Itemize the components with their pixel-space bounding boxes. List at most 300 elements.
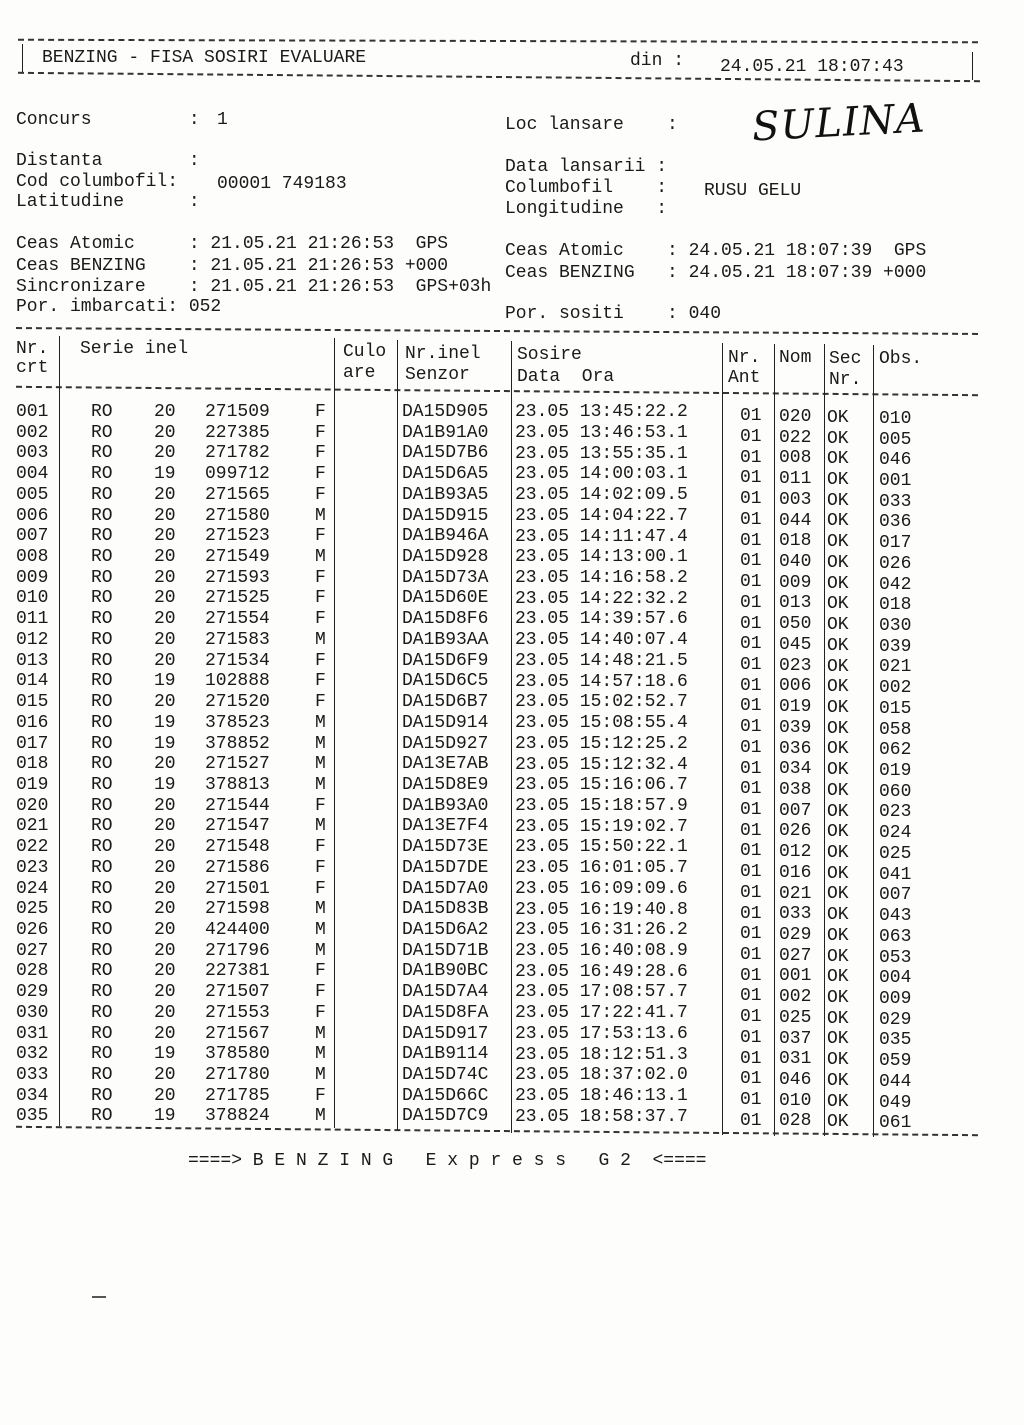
header-top-border xyxy=(18,39,978,44)
cell-country: RO xyxy=(91,671,113,692)
cell-ring-number: 102888 xyxy=(205,671,270,692)
cell-obs: 007 xyxy=(879,885,912,906)
cell-antenna: 01 xyxy=(740,1110,762,1131)
cell-antenna: 01 xyxy=(740,924,762,945)
cell-arrival: 23.05 15:50:22.1 xyxy=(515,837,688,858)
cell-nr-crt: 006 xyxy=(16,505,49,526)
cell-sec-status: OK xyxy=(827,884,849,905)
cell-sec-status: OK xyxy=(827,552,849,573)
table-row xyxy=(0,629,1024,657)
cell-sensor: DA15D8F6 xyxy=(402,609,489,630)
cell-sex: M xyxy=(315,1106,326,1127)
cell-nr-crt: 019 xyxy=(16,774,49,795)
cell-ring-number: 227381 xyxy=(205,961,270,982)
cell-antenna: 01 xyxy=(740,1027,762,1048)
cell-sensor: DA15D71B xyxy=(402,940,489,961)
cell-ring-number: 271549 xyxy=(205,547,270,568)
cell-obs: 004 xyxy=(879,968,912,989)
cell-sensor: DA15D905 xyxy=(402,402,489,422)
cell-sensor: DA1B93A0 xyxy=(402,795,489,816)
cell-ring-number: 271523 xyxy=(205,526,270,547)
cell-obs: 063 xyxy=(879,926,912,947)
cell-sensor: DA15D8FA xyxy=(402,1002,489,1023)
cell-sensor: DA1B91A0 xyxy=(402,422,489,443)
header-right-border xyxy=(972,52,973,80)
cell-nom: 002 xyxy=(779,987,812,1008)
cell-year: 20 xyxy=(154,920,176,940)
cell-ring-number: 271520 xyxy=(205,692,270,713)
cell-nr-crt: 027 xyxy=(16,940,49,961)
cell-obs: 010 xyxy=(879,408,912,429)
cell-year: 20 xyxy=(154,754,176,775)
cell-sex: M xyxy=(315,899,326,920)
cell-antenna: 01 xyxy=(740,841,762,862)
cell-sec-status: OK xyxy=(827,760,849,781)
cell-year: 20 xyxy=(154,484,176,505)
cell-sensor: DA1B90BC xyxy=(402,961,489,982)
table-row xyxy=(0,526,1024,554)
table-row xyxy=(0,1065,1024,1092)
cell-sensor: DA15D73A xyxy=(402,567,489,588)
cell-ring-number: 271548 xyxy=(205,837,270,858)
cell-country: RO xyxy=(91,733,113,754)
cell-country: RO xyxy=(91,878,113,899)
cell-country: RO xyxy=(91,1106,113,1127)
cell-arrival: 23.05 14:16:58.2 xyxy=(515,568,688,589)
cell-antenna: 01 xyxy=(740,737,762,758)
cell-arrival: 23.05 13:46:53.1 xyxy=(515,422,688,443)
cell-antenna: 01 xyxy=(740,1007,762,1028)
cell-nom: 007 xyxy=(779,800,812,821)
cell-nom: 001 xyxy=(779,966,812,987)
cell-year: 20 xyxy=(154,1065,176,1086)
cell-ring-number: 271565 xyxy=(205,484,270,505)
cell-nom: 019 xyxy=(779,697,812,718)
cell-obs: 043 xyxy=(879,906,912,927)
cell-country: RO xyxy=(91,526,113,547)
cell-arrival: 23.05 15:18:57.9 xyxy=(515,795,688,816)
cell-year: 20 xyxy=(154,961,176,982)
cell-obs: 019 xyxy=(879,761,912,782)
cell-country: RO xyxy=(91,464,113,485)
cell-sensor: DA15D83B xyxy=(402,899,489,920)
header-sec-2: Nr. xyxy=(829,370,862,390)
cell-antenna: 01 xyxy=(740,696,762,717)
cell-nom: 034 xyxy=(779,759,812,780)
cell-ring-number: 271785 xyxy=(205,1085,270,1106)
cell-antenna: 01 xyxy=(740,779,762,800)
cell-nom: 006 xyxy=(779,676,812,697)
stray-mark xyxy=(92,1296,106,1298)
cell-sec-status: OK xyxy=(827,780,849,801)
cell-nom: 018 xyxy=(779,531,812,552)
cell-arrival: 23.05 18:12:51.3 xyxy=(515,1044,688,1065)
cell-nr-crt: 013 xyxy=(16,650,49,671)
cell-antenna: 01 xyxy=(740,903,762,924)
cell-country: RO xyxy=(91,754,113,775)
cell-sec-status: OK xyxy=(827,407,849,428)
cell-nr-crt: 020 xyxy=(16,795,49,816)
cod-columbofil-label: Cod columbofil: xyxy=(16,172,179,192)
cell-country: RO xyxy=(91,402,113,422)
cell-ring-number: 378523 xyxy=(205,712,270,733)
cell-year: 20 xyxy=(154,650,176,671)
cell-arrival: 23.05 14:39:57.6 xyxy=(515,609,688,630)
cell-arrival: 23.05 14:22:32.2 xyxy=(515,588,688,609)
cell-nom: 012 xyxy=(779,842,812,863)
cell-sensor: DA15D6B7 xyxy=(402,692,489,713)
cell-year: 20 xyxy=(154,982,176,1003)
cell-sex: F xyxy=(315,526,326,547)
cell-obs: 030 xyxy=(879,616,912,636)
cell-country: RO xyxy=(91,629,113,650)
cell-nr-crt: 007 xyxy=(16,526,49,547)
cell-sec-status: OK xyxy=(827,863,849,884)
cell-year: 20 xyxy=(154,609,176,630)
cell-country: RO xyxy=(91,609,113,630)
cell-arrival: 23.05 15:19:02.7 xyxy=(515,816,688,837)
cell-sex: M xyxy=(315,547,326,568)
cell-nom: 036 xyxy=(779,738,812,759)
table-row xyxy=(0,588,1024,616)
cell-antenna: 01 xyxy=(740,820,762,841)
cell-country: RO xyxy=(91,1085,113,1106)
cell-year: 20 xyxy=(154,402,176,422)
cell-ring-number: 227385 xyxy=(205,422,270,443)
table-row xyxy=(0,733,1024,761)
table-row xyxy=(0,1106,1024,1134)
cell-arrival: 23.05 14:13:00.1 xyxy=(515,547,688,568)
table-row xyxy=(0,920,1024,947)
cell-sec-status: OK xyxy=(827,1008,849,1029)
concurs-value: 1 xyxy=(217,110,228,130)
cell-sex: M xyxy=(315,1065,326,1086)
cell-year: 19 xyxy=(154,733,176,754)
table-row xyxy=(0,1044,1024,1072)
cell-ring-number: 271527 xyxy=(205,754,270,775)
cell-obs: 017 xyxy=(879,533,912,554)
cell-sensor: DA15D927 xyxy=(402,733,489,754)
cell-sex: M xyxy=(315,754,326,775)
cell-obs: 035 xyxy=(879,1030,912,1051)
cell-obs: 041 xyxy=(879,864,912,885)
cell-antenna: 01 xyxy=(740,468,762,489)
cell-nr-crt: 028 xyxy=(16,961,49,982)
cell-sensor: DA1B9114 xyxy=(402,1044,489,1065)
cell-obs: 018 xyxy=(879,595,912,616)
cell-sec-status: OK xyxy=(827,905,849,926)
cell-year: 19 xyxy=(154,774,176,795)
cell-sec-status: OK xyxy=(827,532,849,553)
table-row xyxy=(0,712,1024,740)
cell-arrival: 23.05 17:53:13.6 xyxy=(515,1023,688,1044)
cell-year: 20 xyxy=(154,547,176,568)
cell-arrival: 23.05 16:09:09.6 xyxy=(515,878,688,899)
cell-arrival: 23.05 13:45:22.2 xyxy=(515,402,688,423)
cell-obs: 044 xyxy=(879,1071,912,1092)
table-row xyxy=(0,1085,1024,1113)
din-label: din : xyxy=(630,51,685,71)
cell-year: 19 xyxy=(154,712,176,733)
cell-nr-crt: 004 xyxy=(16,464,49,485)
cell-obs: 058 xyxy=(879,719,912,740)
cell-obs: 001 xyxy=(879,470,912,491)
por-imbarcati: Por. imbarcati: 052 xyxy=(16,297,222,317)
cell-antenna: 01 xyxy=(740,1048,762,1069)
cell-country: RO xyxy=(91,816,113,837)
cell-year: 20 xyxy=(154,940,176,961)
cell-country: RO xyxy=(91,857,113,878)
cell-sensor: DA15D7C9 xyxy=(402,1106,489,1127)
cell-sex: M xyxy=(315,505,326,526)
cell-year: 19 xyxy=(154,1106,176,1127)
cell-year: 20 xyxy=(154,857,176,878)
cell-ring-number: 378824 xyxy=(205,1106,270,1127)
cell-sensor: DA15D928 xyxy=(402,547,489,568)
cell-sex: F xyxy=(315,795,326,816)
cell-ring-number: 271501 xyxy=(205,878,270,899)
cell-ring-number: 271547 xyxy=(205,816,270,837)
cell-sex: M xyxy=(315,1023,326,1044)
columbofil-value: RUSU GELU xyxy=(704,181,802,201)
cell-nr-crt: 005 xyxy=(16,484,49,505)
cell-sex: M xyxy=(315,920,326,940)
table-row xyxy=(0,940,1024,968)
cell-ring-number: 378813 xyxy=(205,774,270,795)
cell-ring-number: 271554 xyxy=(205,609,270,630)
cell-obs: 060 xyxy=(879,781,912,802)
header-nr-inel-1: Nr.inel xyxy=(405,344,481,364)
cell-sensor: DA15D8E9 xyxy=(402,774,489,795)
table-row xyxy=(0,795,1024,823)
cell-ring-number: 099712 xyxy=(205,464,270,485)
cell-sensor: DA1B946A xyxy=(402,526,489,547)
cell-nr-crt: 010 xyxy=(16,588,49,609)
table-row xyxy=(0,692,1024,719)
cell-nr-crt: 026 xyxy=(16,920,49,940)
cell-sensor: DA15D7DE xyxy=(402,857,489,878)
cell-nr-crt: 014 xyxy=(16,671,49,692)
cell-sex: M xyxy=(315,940,326,961)
cell-obs: 009 xyxy=(879,988,912,1009)
cell-sec-status: OK xyxy=(827,635,849,656)
cell-sex: F xyxy=(315,650,326,671)
cell-sec-status: OK xyxy=(827,615,849,636)
cell-obs: 042 xyxy=(879,574,912,595)
cell-nom: 033 xyxy=(779,904,812,925)
cell-country: RO xyxy=(91,1044,113,1065)
cell-ring-number: 271544 xyxy=(205,795,270,816)
cell-year: 20 xyxy=(154,1085,176,1106)
cell-nom: 046 xyxy=(779,1070,812,1091)
cell-antenna: 01 xyxy=(740,1090,762,1111)
cell-year: 20 xyxy=(154,837,176,858)
loc-lansare-handwritten: SULINA xyxy=(750,95,927,151)
cell-nr-crt: 018 xyxy=(16,754,49,775)
cell-arrival: 23.05 15:12:32.4 xyxy=(515,754,688,775)
loc-lansare-label: Loc lansare : xyxy=(505,115,678,135)
cell-obs: 002 xyxy=(879,678,912,699)
cell-country: RO xyxy=(91,899,113,920)
cell-ring-number: 271782 xyxy=(205,443,270,464)
cell-sensor: DA15D74C xyxy=(402,1065,489,1086)
cell-sec-status: OK xyxy=(827,718,849,739)
cell-nom: 023 xyxy=(779,655,812,676)
cell-sensor: DA15D7B6 xyxy=(402,443,489,464)
table-row xyxy=(0,774,1024,802)
cell-nom: 025 xyxy=(779,1007,812,1028)
cell-country: RO xyxy=(91,1023,113,1044)
cell-sex: M xyxy=(315,1044,326,1065)
cell-nom: 037 xyxy=(779,1028,812,1049)
cell-sex: F xyxy=(315,484,326,505)
cell-sex: F xyxy=(315,422,326,443)
cell-ring-number: 271586 xyxy=(205,857,270,878)
cell-year: 19 xyxy=(154,1044,176,1065)
cell-sex: F xyxy=(315,857,326,878)
cell-sex: F xyxy=(315,837,326,858)
cell-antenna: 01 xyxy=(740,530,762,551)
cell-obs: 062 xyxy=(879,740,912,761)
cell-sec-status: OK xyxy=(827,470,849,491)
cell-antenna: 01 xyxy=(740,592,762,613)
cell-antenna: 01 xyxy=(740,654,762,675)
table-row xyxy=(0,547,1024,574)
cell-sensor: DA15D6A5 xyxy=(402,464,489,485)
cell-nom: 045 xyxy=(779,634,812,655)
cell-nr-crt: 009 xyxy=(16,567,49,588)
table-row xyxy=(0,464,1024,491)
cell-antenna: 01 xyxy=(740,986,762,1007)
cell-country: RO xyxy=(91,547,113,568)
latitudine-label: Latitudine : xyxy=(16,192,200,212)
cell-sex: F xyxy=(315,878,326,899)
table-row xyxy=(0,754,1024,782)
cell-sec-status: OK xyxy=(827,511,849,532)
cell-antenna: 01 xyxy=(740,965,762,986)
cell-sec-status: OK xyxy=(827,1050,849,1071)
cell-obs: 015 xyxy=(879,698,912,719)
table-row xyxy=(0,505,1024,533)
cell-year: 20 xyxy=(154,505,176,526)
cell-sensor: DA15D66C xyxy=(402,1085,489,1106)
cell-antenna: 01 xyxy=(740,406,762,427)
table-row xyxy=(0,671,1024,699)
cell-nom: 029 xyxy=(779,925,812,946)
header-culoare-2: are xyxy=(343,363,376,383)
cell-obs: 036 xyxy=(879,512,912,533)
cell-ring-number: 271780 xyxy=(205,1065,270,1086)
cell-antenna: 01 xyxy=(740,634,762,655)
cell-sec-status: OK xyxy=(827,925,849,946)
cell-nom: 003 xyxy=(779,489,812,510)
cell-antenna: 01 xyxy=(740,1069,762,1090)
header-nr-crt-1: Nr. xyxy=(16,339,49,359)
cell-obs: 023 xyxy=(879,802,912,823)
cell-nr-crt: 017 xyxy=(16,733,49,754)
cell-antenna: 01 xyxy=(740,447,762,468)
cell-arrival: 23.05 16:19:40.8 xyxy=(515,899,688,920)
table-row xyxy=(0,982,1024,1009)
cell-nom: 016 xyxy=(779,862,812,883)
header-culoare-1: Culo xyxy=(343,342,387,362)
cell-country: RO xyxy=(91,920,113,940)
cell-antenna: 01 xyxy=(740,509,762,530)
cell-nom: 038 xyxy=(779,779,812,800)
cell-year: 20 xyxy=(154,422,176,443)
cell-sex: F xyxy=(315,1002,326,1023)
cell-nom: 039 xyxy=(779,717,812,738)
cell-sex: F xyxy=(315,567,326,588)
table-row xyxy=(0,402,1024,429)
cell-year: 20 xyxy=(154,878,176,899)
cell-year: 19 xyxy=(154,464,176,485)
cell-arrival: 23.05 14:57:18.6 xyxy=(515,671,688,692)
cell-arrival: 23.05 15:12:25.2 xyxy=(515,733,688,754)
cell-sensor: DA15D915 xyxy=(402,505,489,526)
cell-sec-status: OK xyxy=(827,1070,849,1091)
cell-antenna: 01 xyxy=(740,799,762,820)
cell-antenna: 01 xyxy=(740,882,762,903)
cell-sec-status: OK xyxy=(827,428,849,449)
cell-nr-crt: 008 xyxy=(16,547,49,568)
por-sositi: Por. sositi : 040 xyxy=(505,304,722,324)
cell-obs: 024 xyxy=(879,823,912,844)
cell-sex: M xyxy=(315,712,326,733)
cell-nom: 044 xyxy=(779,510,812,531)
cell-antenna: 01 xyxy=(740,572,762,593)
cell-antenna: 01 xyxy=(740,551,762,572)
cell-country: RO xyxy=(91,422,113,443)
cell-nr-crt: 035 xyxy=(16,1106,49,1127)
cell-obs: 033 xyxy=(879,491,912,512)
cell-antenna: 01 xyxy=(740,613,762,634)
cell-nom: 010 xyxy=(779,1090,812,1111)
table-row xyxy=(0,837,1024,864)
cell-nr-crt: 012 xyxy=(16,629,49,650)
cell-nr-crt: 029 xyxy=(16,982,49,1003)
cell-nr-crt: 015 xyxy=(16,692,49,713)
cell-sec-status: OK xyxy=(827,573,849,594)
cell-country: RO xyxy=(91,795,113,816)
cell-sec-status: OK xyxy=(827,1091,849,1112)
cell-sex: F xyxy=(315,671,326,692)
cell-obs: 026 xyxy=(879,553,912,574)
cell-year: 20 xyxy=(154,526,176,547)
cell-antenna: 01 xyxy=(740,862,762,883)
table-row xyxy=(0,443,1024,471)
cell-sex: M xyxy=(315,816,326,837)
table-row xyxy=(0,961,1024,989)
cell-country: RO xyxy=(91,692,113,713)
cell-sex: F xyxy=(315,402,326,422)
cell-sex: F xyxy=(315,464,326,485)
cell-country: RO xyxy=(91,484,113,505)
cell-arrival: 23.05 13:55:35.1 xyxy=(515,443,688,464)
cell-sex: F xyxy=(315,1085,326,1106)
concurs-label: Concurs : xyxy=(16,110,200,130)
cell-sensor: DA13E7AB xyxy=(402,754,489,775)
cell-obs: 059 xyxy=(879,1051,912,1072)
cell-sex: M xyxy=(315,629,326,650)
cell-sensor: DA15D60E xyxy=(402,588,489,609)
cell-arrival: 23.05 14:11:47.4 xyxy=(515,526,688,547)
cell-country: RO xyxy=(91,588,113,609)
cell-ring-number: 271796 xyxy=(205,940,270,961)
cell-sex: F xyxy=(315,609,326,630)
cell-sensor: DA15D7A0 xyxy=(402,878,489,899)
cell-obs: 061 xyxy=(879,1113,912,1134)
